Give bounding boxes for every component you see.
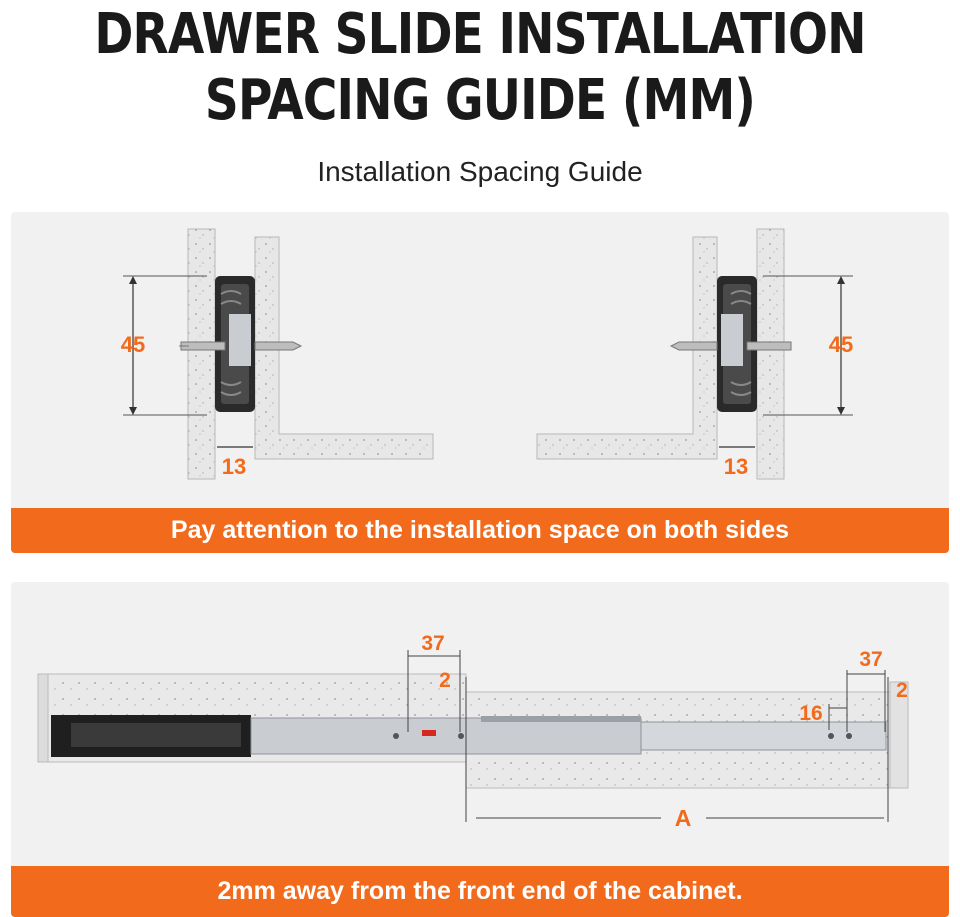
front-spacing-panel [11,582,949,917]
front-spacing-banner: 2mm away from the front end of the cabinet. [11,866,949,917]
page-title [77,2,883,134]
release-lever [422,730,436,736]
right-height-label: 45 [828,332,854,357]
right-cabinet-assembly [537,229,853,479]
left-cabinet-assembly [120,229,433,479]
side-spacing-banner: Pay attention to the installation space on both sides [11,508,949,553]
side-spacing-panel [11,212,949,553]
title-line-1: DRAWER SLIDE INSTALLATION [94,2,866,67]
title-line-2: SPACING GUIDE (MM) [204,68,756,133]
side-spacing-diagram [11,212,949,553]
front-hole-label: 37 [421,632,445,655]
front-offset-label: 2 [439,669,451,692]
right-cabinet-side-board [757,229,784,479]
rear-offset-label: 2 [896,679,908,702]
left-height-label: 45 [120,332,146,357]
left-gap-label: 13 [221,454,247,479]
rear-hole-label: 37 [859,648,883,671]
rear-small-label: 16 [799,702,823,725]
left-cabinet-side-board [188,229,215,479]
length-label: A [674,805,692,831]
right-gap-label: 13 [723,454,749,479]
section-subtitle: Installation Spacing Guide [317,156,643,187]
